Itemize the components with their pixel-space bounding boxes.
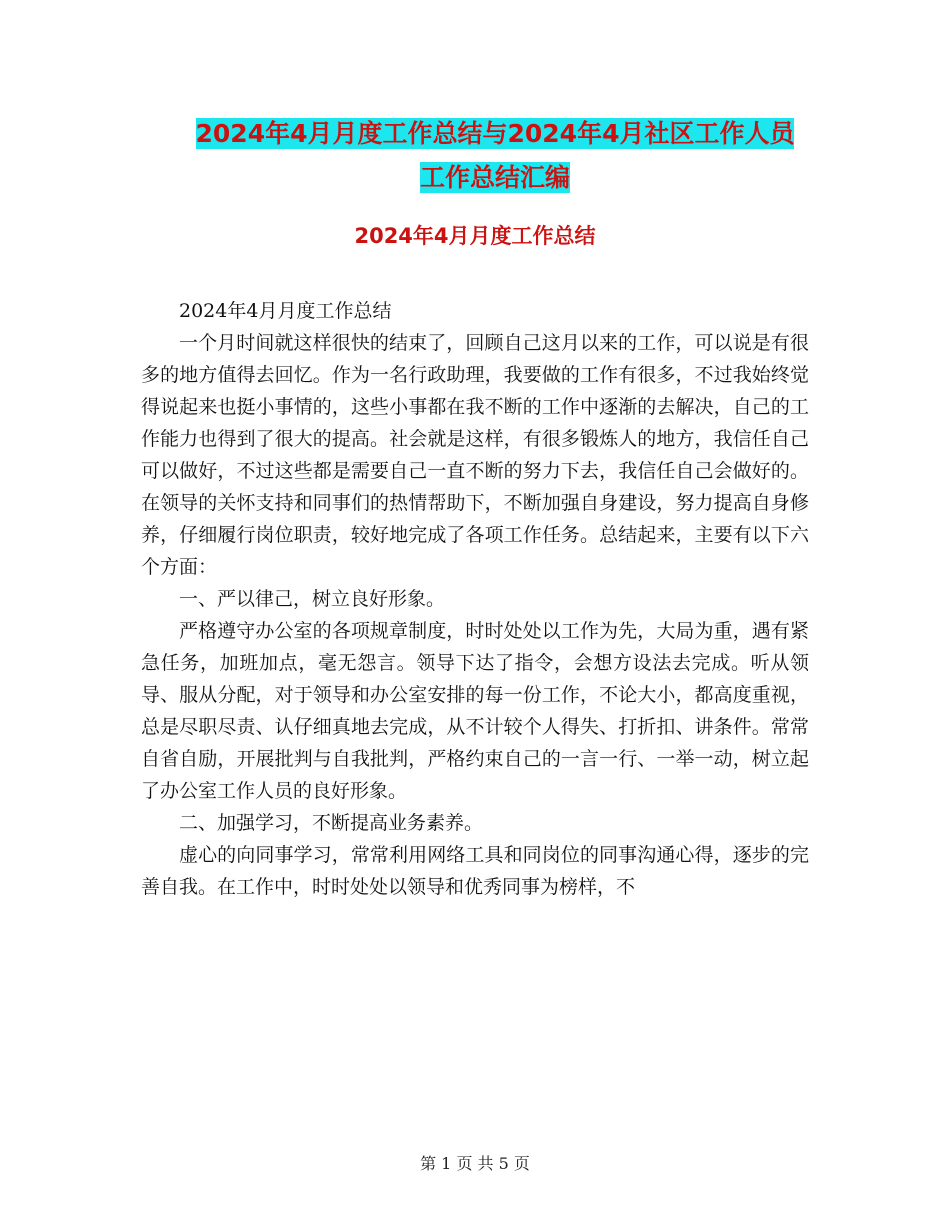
paragraph: 一个月时间就这样很快的结束了，回顾自己这月以来的工作，可以说是有很多的地方值得去回忆。作为一名行政助理，我要做的工作有很多，不过我始终觉得说起来也挺小事情的，这些小事都在我不断的工作中逐渐的去解决，自己的工作能力也得到了很大的提高。社会就是这样，有很多锻炼人的地方，我信任自己可以做好，不过这些都是需要自己一直不断的努力下去，我信任自己会做好的。在领导的关怀支持和同事们的热情帮助下，不断加强自身建设，努力提高自身修养，仔细履行岗位职责，较好地完成了各项工作任务。总结起来，主要有以下六个方面： (141, 332, 809, 578)
section-title: 2024年4月月度工作总结 (354, 224, 596, 248)
paragraph: 严格遵守办公室的各项规章制度，时时处处以工作为先，大局为重，遇有紧急任务，加班加点，毫无怨言。领导下达了指令，会想方设法去完成。听从领导、服从分配，对于领导和办公室安排的每一份工作，不论大小，都高度重视，总是尽职尽责、认仔细真地去完成，从不计较个人得失、打折扣、讲条件。常常自省自励，开展批判与自我批判，严格约束自己的一言一行、一举一动，树立起了办公室工作人员的良好形象。 (141, 620, 809, 802)
paragraph: 二、加强学习，不断提高业务素养。 (179, 812, 484, 834)
paragraph: 2024年4月月度工作总结 (179, 300, 392, 322)
document-title-line2: 工作总结汇编 (419, 163, 570, 192)
paragraph: 一、严以律己，树立良好形象。 (179, 588, 446, 610)
page-footer: 第 1 页 共 5 页 (420, 1154, 530, 1173)
paragraph: 虚心的向同事学习，常常利用网络工具和同岗位的同事沟通心得，逐步的完善自我。在工作中，时时处处以领导和优秀同事为榜样，不 (141, 844, 809, 898)
document-body (141, 295, 809, 903)
document-title-line1: 2024年4月月度工作总结与2024年4月社区工作人员 (195, 119, 795, 148)
document-title (140, 112, 850, 200)
